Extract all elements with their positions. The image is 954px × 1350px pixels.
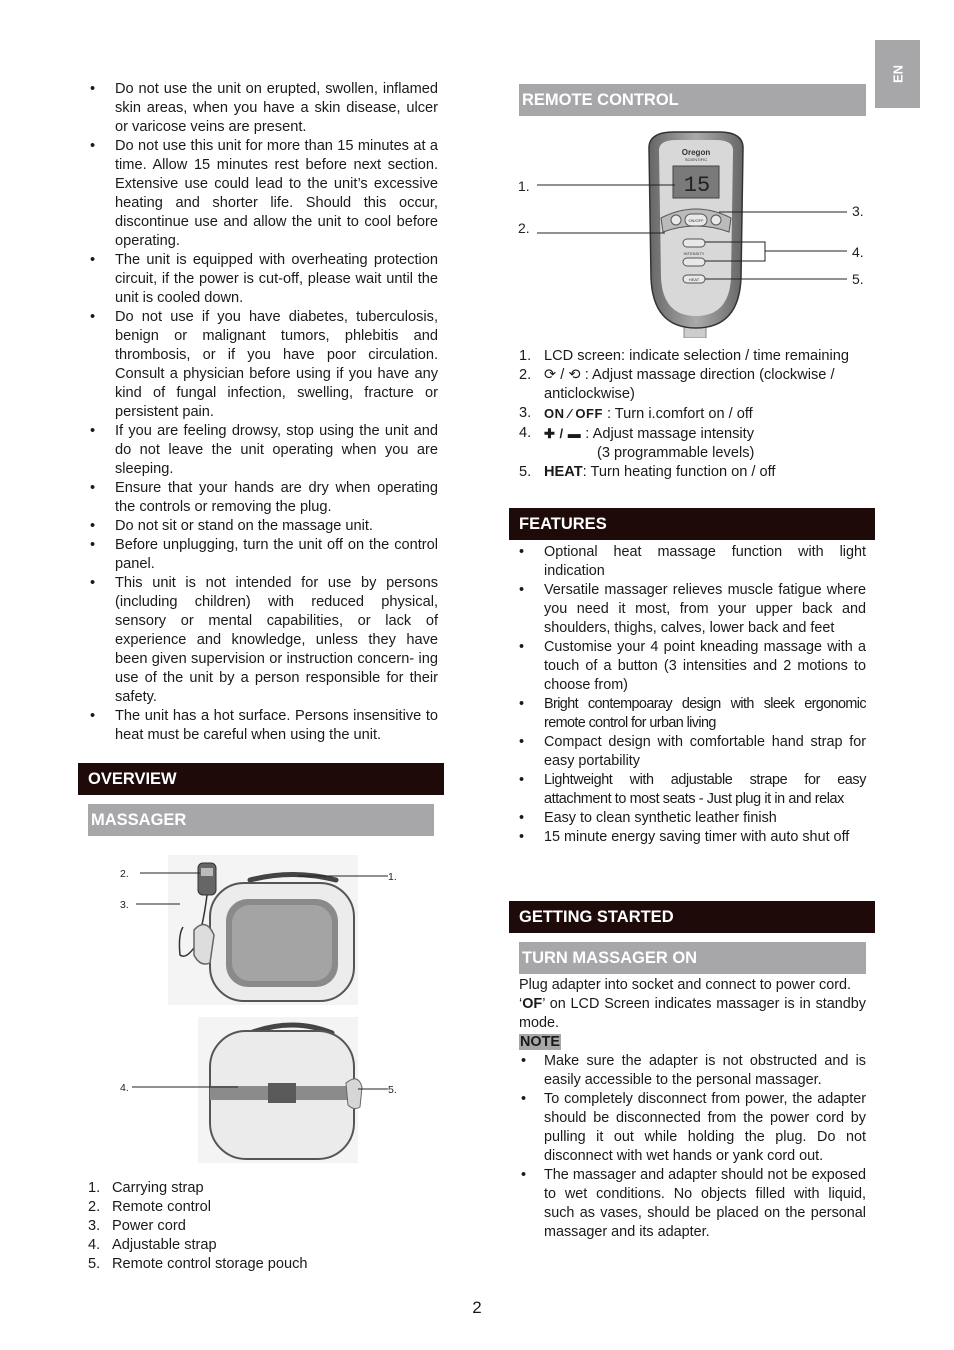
callout-3: 3. [120, 899, 129, 911]
intensity-label: INTENSITY [683, 251, 705, 256]
notes-list [519, 1052, 866, 1242]
list-item: • Compact design with comfortable hand strap for easy portability [517, 733, 866, 771]
list-item: • Make sure the adapter is not obstructed and is easily accessible to the personal massager. [519, 1052, 866, 1090]
turn-on-section [519, 976, 866, 1242]
overview-heading: OVERVIEW [78, 763, 444, 795]
remote-callout-1: 1. [518, 178, 530, 194]
page-number: 2 [472, 1298, 482, 1317]
direction-left-button[interactable] [671, 215, 681, 225]
list-item: • Ensure that your hands are dry when operating the controls or removing the plug. [88, 479, 438, 517]
instruction-paragraph: Plug adapter into socket and connect to power cord. [519, 977, 851, 993]
list-item: • Lightweight with adjustable strape for easy attachment to most seats - Just plug it in and relax [517, 771, 866, 809]
list-item: 4. Adjustable strap [88, 1237, 217, 1253]
language-label: EN [890, 64, 905, 84]
intensity-plus-button[interactable] [683, 239, 705, 247]
remote-brand: Oregon [681, 148, 711, 157]
remote-callout-3: 3. [852, 203, 864, 219]
list-item: 4. ✚ / ▬ : Adjust massage intensity (3 programmable levels) [519, 425, 755, 461]
list-item: • If you are feeling drowsy, stop using the unit and do not leave the unit operating when you are sleeping. [88, 422, 438, 479]
callout-2: 2. [120, 868, 129, 880]
remote-brand-sub: SCIENTIFIC [684, 157, 708, 162]
features-list [517, 543, 866, 847]
list-item: 3. ON ⁄ OFF : Turn i.comfort on / off [519, 405, 753, 422]
list-item: 2. ⟳ / ⟲ : Adjust massage direction (clockwise / anticlockwise) [519, 367, 835, 402]
list-item: 1. Carrying strap [88, 1180, 204, 1196]
note-label: NOTE [520, 1034, 560, 1050]
plus-minus-symbol: ✚ / ▬ [544, 426, 582, 441]
massager-heading: MASSAGER [88, 804, 434, 836]
heat-button-label: HEAT [688, 277, 700, 282]
language-tab [875, 40, 920, 108]
standby-paragraph: ‘OF’ on LCD Screen indicates massager is in standby mode. [519, 996, 866, 1031]
list-item: • Optional heat massage function with light indication [517, 543, 866, 581]
callout-1: 1. [388, 871, 397, 883]
remote-functions-list [519, 347, 869, 482]
remote-callout-5: 5. [852, 271, 864, 287]
getting-started-heading: GETTING STARTED [509, 901, 875, 933]
remote-callout-2: 2. [518, 220, 530, 236]
list-item: • Do not sit or stand on the massage unit. [88, 517, 438, 536]
list-item: 1. LCD screen: indicate selection / time remaining [519, 348, 849, 364]
parts-list [88, 1179, 428, 1274]
direction-right-button[interactable] [711, 215, 721, 225]
list-item: • Do not use if you have diabetes, tuberculosis, benign or malignant tumors, phlebitis and thrombosis, or if you have poor circulation. Consult a physician before using if you have any kind of fungal infection, swelling, fracture or persistent pain. [88, 308, 438, 422]
rotate-ccw-icon: ⟲ [568, 367, 581, 383]
list-item: • Customise your 4 point kneading massage with a touch of a button (3 intensities and 2 motions to choose from) [517, 638, 866, 695]
lcd-display: 15 [683, 173, 711, 198]
list-item: • Easy to clean synthetic leather finish [517, 809, 866, 828]
remote-callout-4: 4. [852, 244, 864, 260]
list-item: • The unit has a hot surface. Persons insensitive to heat must be careful when using the unit. [88, 707, 438, 745]
list-item: • 15 minute energy saving timer with auto shut off [517, 828, 866, 847]
list-item: • Bright contempoaray design with sleek ergonomic remote control for urban living [517, 695, 866, 733]
callout-4: 4. [120, 1082, 129, 1094]
list-item: • Before unplugging, turn the unit off on the control panel. [88, 536, 438, 574]
list-item: • This unit is not intended for use by persons (including children) with reduced physical, sensory or mental capabilities, or lack of experience and knowledge, unless they have been given supervision or instruction concern- ing use of the unit by a person responsible for their safety. [88, 574, 438, 707]
list-item: • Do not use this unit for more than 15 minutes at a time. Allow 15 minutes rest before next section. Extensive use could lead to the unit’s excessive heating and shorter life. Should this occur, discontinue use and allow the unit to cool before operating. [88, 137, 438, 251]
list-item: • The unit is equipped with overheating protection circuit, if the power is cut-off, please wait until the unit is cooled down. [88, 251, 438, 308]
list-item: • Do not use the unit on erupted, swollen, inflamed skin areas, when you have a skin disease, ulcer or varicose veins are present. [88, 80, 438, 137]
remote-heading: REMOTE CONTROL [519, 84, 866, 116]
callout-5: 5. [388, 1084, 397, 1096]
on-off-button-label: ON/OFF [688, 218, 704, 223]
list-item: 2. Remote control [88, 1199, 211, 1215]
list-item: 5. Remote control storage pouch [88, 1256, 308, 1272]
massager-illustration [118, 855, 408, 1165]
turn-on-heading: TURN MASSAGER ON [519, 942, 866, 974]
warnings-list [88, 80, 438, 745]
list-item: 5. HEAT: Turn heating function on / off [519, 464, 776, 480]
on-off-symbol: ON ⁄ OFF [544, 406, 603, 421]
remote-illustration [509, 128, 875, 338]
intensity-minus-button[interactable] [683, 258, 705, 266]
list-item: • The massager and adapter should not be exposed to wet conditions. No objects filled with liquid, such as vases, should be placed on the personal massager and its adapter. [519, 1166, 866, 1242]
rotate-cw-icon: ⟳ [544, 367, 557, 383]
list-item: • To completely disconnect from power, the adapter should be disconnected from the power cord by pulling it out while holding the plug. Do not disconnect with wet hands or yank cord out. [519, 1090, 866, 1166]
list-item: 3. Power cord [88, 1218, 186, 1234]
left-column [88, 80, 442, 745]
features-heading: FEATURES [509, 508, 875, 540]
list-item: • Versatile massager relieves muscle fatigue where you need it most, from your upper back and shoulders, thighs, calves, lower back and feet [517, 581, 866, 638]
